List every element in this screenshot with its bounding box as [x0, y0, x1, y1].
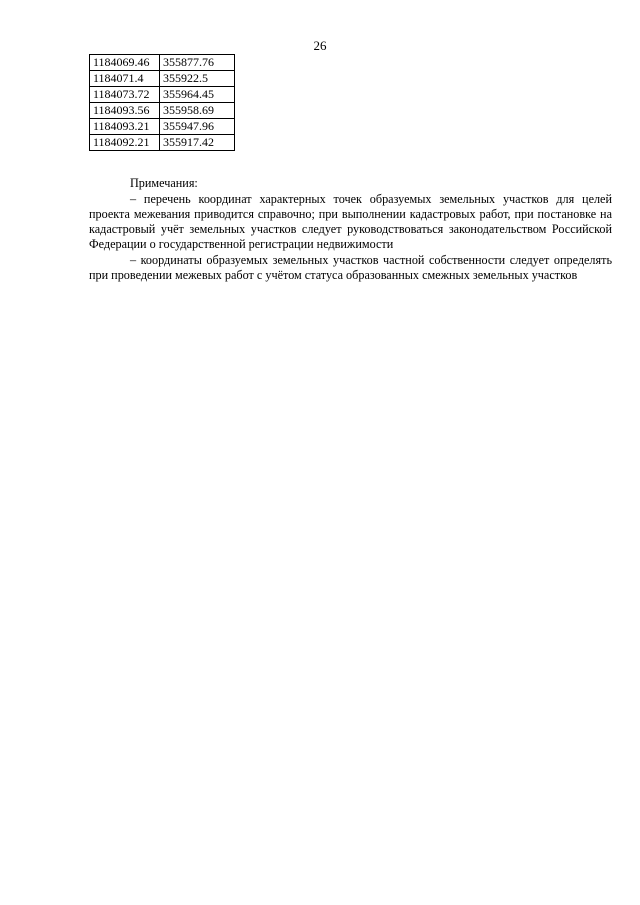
- table-row: [90, 103, 235, 119]
- table-cell-y: 355958.69: [160, 103, 235, 119]
- table-row: [90, 71, 235, 87]
- table-row: [90, 55, 235, 71]
- table-cell-x: 1184093.21: [90, 119, 160, 135]
- table-cell-x: 1184093.56: [90, 103, 160, 119]
- table-cell-x: 1184069.46: [90, 55, 160, 71]
- table-cell-x: 1184071.4: [90, 71, 160, 87]
- note-paragraph: – координаты образуемых земельных участков частной собственности следует определять при проведении межевых работ с учётом статуса образованных смежных земельных участков: [89, 253, 612, 282]
- table-cell-y: 355922.5: [160, 71, 235, 87]
- notes-title: Примечания:: [130, 176, 198, 190]
- table-row: [90, 87, 235, 103]
- table-cell-x: 1184073.72: [90, 87, 160, 103]
- table-cell-y: 355947.96: [160, 119, 235, 135]
- notes-section: [89, 176, 612, 283]
- table-cell-y: 355917.42: [160, 135, 235, 151]
- table-row: [90, 119, 235, 135]
- table-cell-y: 355877.76: [160, 55, 235, 71]
- coordinates-table: [89, 54, 235, 151]
- table-cell-y: 355964.45: [160, 87, 235, 103]
- table-row: [90, 135, 235, 151]
- page-number: 26: [313, 38, 327, 53]
- note-paragraph: – перечень координат характерных точек образуемых земельных участков для целей проекта межевания приводится справочно; при выполнении кадастровых работ, при постановке на кадастровый учёт земельных участков следует руководствоваться законодательством Российской Федерации о государственной регистрации недвижимости: [89, 192, 612, 251]
- table-cell-x: 1184092.21: [90, 135, 160, 151]
